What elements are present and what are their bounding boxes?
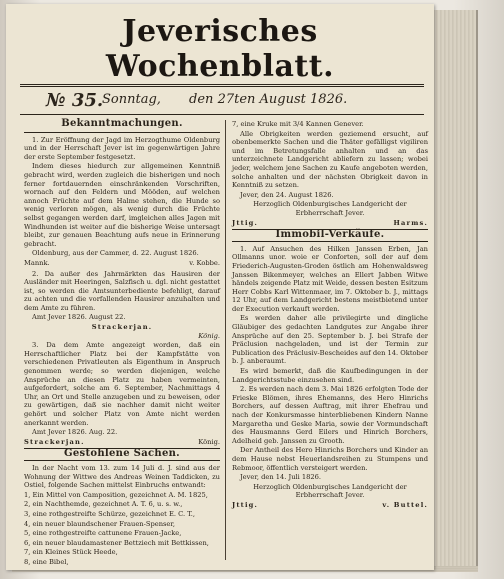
stolen-item: 8, eine Bibel, (24, 557, 69, 566)
date-line (102, 92, 347, 107)
newspaper-page (6, 4, 434, 570)
signature: Jttig. (232, 218, 259, 227)
notice1-signatures (24, 259, 220, 268)
sale-para: Es werden daher alle privilegirte und dingliche Gläubiger des gedachten Landgutes zur Angabe ihrer Ansprüche auf den 25. September b. J. bei Strafe der Präclusion nachgeladen, und ist der Termin zur Publication des Präclusiv-Bescheides auf den 14. Oktober b. J. anberaumt. (232, 314, 428, 366)
masthead-title: Jeverisches Wochenblatt. (105, 14, 335, 84)
notice3-place: Amt Jever 1826. Aug. 22. (32, 428, 118, 437)
notice2-para: 2. Da außer des Jahrmärkten das Hausiren der Ausländer mit Heeringen, Salzfisch u. dgl. nicht gestattet ist, so werden die Amtsunterbediente befehligt, darauf zu achten und die vorfallenden Hausirer anzuhalten und dem Amte zu führen. (24, 269, 220, 312)
signature: König. (198, 437, 220, 446)
intro-signatures (232, 219, 428, 228)
stolen-item: 1, Ein Mittel von Camposition, gezeichnet A. M. 1825, (24, 490, 208, 499)
stolen-item: 5, eine rothgestreifte cattunene Frauen-Jacke, (24, 529, 182, 538)
signature: v. Kobbe. (189, 258, 220, 267)
signature: Harms. (393, 218, 428, 227)
signature: Mannk. (24, 258, 50, 267)
section-heading-bekanntmachungen: Bekanntmachungen. (61, 118, 183, 129)
sale-para: 1. Auf Ansuchen des Hilken Janssen Erben, Jan Ollmanns unor. woie er Conforten, soll der auf dem Friederich-Augusten-Groden östlich am Hohenwaldsweg Janssen Bikenmeyer, welches an Ellert Jabben Witwe händels zeigende Platz mit Weide, dessen besten Esitzum Herr Cobbs Karl Wittenmaer, im 7. Oktober b. J., mittags 12 Uhr, auf dem Landgericht bestens meistbietend unter der Execution verkauft werden. (232, 244, 428, 313)
issuing-authority: Herzoglich Oldenburgisches Landgericht der Erbherrschaft Jever. (253, 482, 407, 500)
section-heading-box (24, 448, 220, 461)
stolen-item: 2, ein Nachthemde, gezeichnet A. T. 6, u. s. w., (24, 500, 183, 509)
stolen-item: 3, eine rothgestreifte Schürze, gezeichnet E. C. T., (24, 509, 195, 518)
stolen-item: 4, ein neuer blaundschener Frauen-Spenser, (24, 519, 175, 528)
sale-place: Jever, den 14. Juli 1826. (240, 473, 322, 482)
notice2-place: Amt Jever 1826. August 22. (32, 313, 126, 322)
sale-para: Der Antheil des Hero Hinrichs Borchers und Kinder an dem Hause nebst Heuerlandsreihen zu Stumpens und Rebmoor, öffentlich versteigert werden. (232, 446, 428, 472)
stolen-item: 6, ein neuer blaudamastener Bettziech mit Bettkissen, (24, 538, 209, 547)
separator (24, 132, 220, 133)
stolen-item-continued: 7, eine Kruke mit 3/4 Kannen Genever. (232, 120, 364, 128)
notice3-signatures (24, 438, 220, 447)
signature: Strackerjan. (91, 323, 153, 332)
dateline-rule (20, 114, 424, 115)
signature: v. Buttel. (382, 500, 428, 509)
intro-place: Jever, den 24. August 1826. (240, 190, 334, 199)
masthead-rule (20, 84, 424, 87)
date-prefix: den (189, 92, 214, 107)
left-column (24, 120, 220, 568)
sale-signatures (232, 501, 428, 510)
issuing-authority: Herzoglich Oldenburgisches Landgericht der Erbherrschaft Jever. (253, 200, 407, 217)
notice3-para: 3. Da dem Amte angezeigt worden, daß ein Herrschaftlicher Platz bei der Kampfstätte von verschiedenen Privatleuten als Eigenthum in Anspruch genommen werde; so werden diejenigen, welche Ansprüche an diesen Platz zu haben vermeinten, aufgefordert, solche am 6. September, Nachmittags 4 Uhr, an Ort und Stelle anzugeben und zu beweisen, oder zu gewärtigen, daß sie nachher damit nicht weiter gehört und solcher Platz von Amte nicht werden anerkannt werden. (24, 341, 220, 427)
stolen-item: 7, ein Kleines Stück Heede, (24, 548, 118, 557)
handwritten-date: 27ten August 1826. (217, 92, 348, 107)
stolen-intro: In der Nacht vom 13. zum 14 Juli d. J. sind aus der Wohnung der Wittwe des Andreas Weinen Taddicken, zu Ostiel, folgende Sachen mittelst Einbruchs entwandt: (24, 463, 220, 490)
intro-para: Alle Obrigkeiten werden geziemend ersucht, auf obenbemerkte Sachen und die Thäter gefälligst vigiliren und im Betretungsfalle anhalten und an das unterzeichnete Landgericht abliefern zu lassen; wobei jeder, welchem jene Sachen zu Kaufe angeboten werden, solche anhalten und der nächsten Obrigkeit davon in Kenntniß zu setzen. (232, 129, 428, 190)
sale-para: Es wird bemerkt, daß die Kaufbedingungen in der Landgerichtsstube einzusehen sind. (232, 367, 428, 384)
section-heading-immobil: Immobil-Verkäufe. (275, 229, 385, 241)
sale-para: 2. Es werden nach dem 3. Mai 1826 erfolgten Tode der Frieske Blömen, ihres Ehemanns, des Hero Hinrichs Borchers, auf dessen Auftrag, mit ihrer Ehefrau und nach der Konkursmasse hinterbliebenen Kindern Nanne Margaretha und Geske Maria, sowie der Vormundschaft des Hausmanns Gerd Eilers und Hinrich Borchers, Adelheid geb. Janssen zu Grooth. (232, 385, 428, 445)
signature: Jttig. (232, 500, 259, 509)
section-heading-box (232, 229, 428, 242)
column-divider (225, 120, 226, 560)
weekday: Sonntag, (102, 92, 161, 107)
signature: Strackerjan. (24, 437, 85, 446)
section-heading-gestohlene: Gestohlene Sachen. (64, 448, 180, 460)
issue-number: № 35. (46, 90, 104, 111)
notice1-place: Oldenburg, aus der Cammer, d. 22. August 1826. (32, 249, 199, 258)
notice1-para: 1. Zur Eröffnung der Jagd im Herzogthume Oldenburg und in der Herrschaft Jever ist im gegenwärtigen Jahre der erste September festgesetzt. (24, 135, 220, 161)
right-column (232, 120, 428, 512)
signature: König. (198, 331, 220, 340)
book-page-edges (430, 10, 478, 566)
notice1-para: Indem dieses hiedurch zur allgemeinen Kenntniß gebracht wird, werden zugleich die bisherigen und noch ferner fortdauernden einschränkenden Vorschriften, wornach auf den Feldern und Mööden, auf welchen annoch Früchte auf dem Halme stehen, die Hunde so wenig verloren mögen, als wenig durch die Früchte selbst gegangen werden darf, imgleichen alles Jagen mit Windhunden ist weiter auf die bisherige Weise untersagt bleibt, zur genauen Beachtung aufs neue in Erinnerung gebracht. (24, 162, 220, 248)
